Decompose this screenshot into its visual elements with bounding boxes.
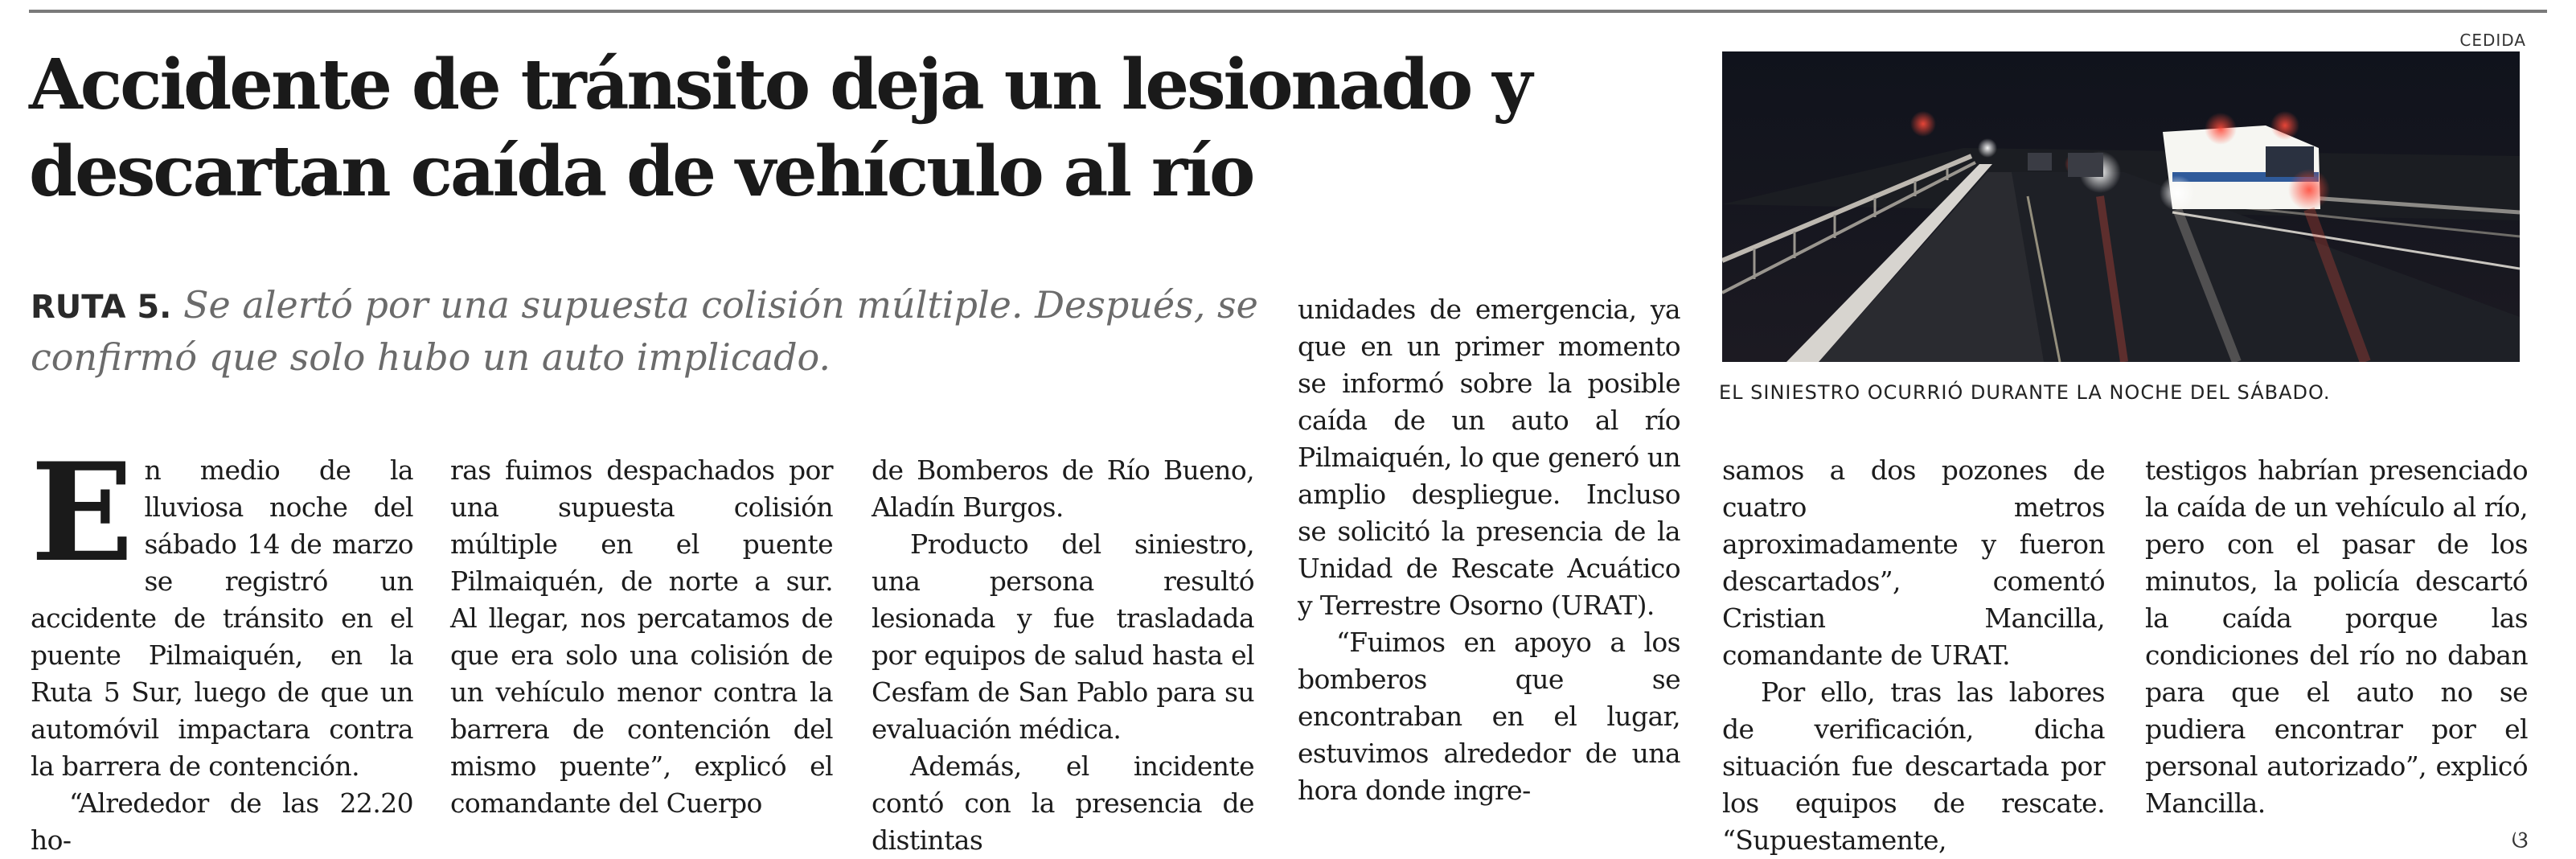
col3-paragraph-2: Producto del siniestro, una persona resultó lesionada y fue trasladada por equipos de salud hasta el Cesfam de San Pablo para su evaluación médica. [872, 528, 1254, 745]
accident-photo [1722, 51, 2520, 362]
body-column-2 [450, 452, 833, 822]
col3-paragraph-3: Además, el incidente contó con la presencia de distintas [872, 750, 1254, 856]
body-column-3 [872, 452, 1254, 859]
col1-paragraph-2: “Alrededor de las 22.20 ho- [31, 787, 413, 856]
col2-paragraph-1: ras fuimos despachados por una supuesta colisión múltiple en el puente Pilmaiquén, de norte a sur. Al llegar, nos percatamos de que era solo una colisión de un vehículo menor contra la barrera de contención del mismo puente”, explicó el comandante del Cuerpo [450, 454, 833, 819]
deck [31, 280, 1285, 382]
col5-paragraph-1: samos a dos pozones de cuatro metros aproximadamente y fueron descartados”, comentó Cristian Mancilla, comandante de URAT. [1722, 454, 2105, 671]
col6-paragraph-1: testigos habrían presenciado la caída de un vehículo al río, pero con el pasar de los minutos, la policía descartó la caída porque las condiciones del río no daban para que el auto no se pudiera encontrar por el personal autorizado”, explicó Mancilla. [2145, 454, 2528, 819]
col5-paragraph-2: Por ello, tras las labores de verificación, dicha situación fue descartada por los equipos de rescate. “Supuestamente, [1722, 676, 2105, 856]
body-column-5 [1722, 452, 2105, 859]
headline: Accidente de tránsito deja un lesionado y descartan caída de vehículo al río [29, 44, 1531, 212]
col3-paragraph-1: de Bomberos de Río Bueno, Aladín Burgos. [872, 454, 1254, 523]
body-column-4 [1298, 291, 1680, 809]
deck-kicker: RUTA 5. [31, 289, 172, 326]
deck-text: Se alertó por una supuesta colisión múltiple. Después, se confirmó que solo hubo un auto implicado. [31, 283, 1258, 379]
col1-paragraph-1: n medio de la lluviosa noche del sábado 14 de marzo se registró un accidente de tránsito en el puente Pilmaiquén, en la Ruta 5 Sur, luego de que un automóvil impactara contra la barrera de contención. [31, 454, 413, 782]
accident-scene-image [1722, 51, 2520, 362]
photo-caption: EL SINIESTRO OCURRIÓ DURANTE LA NOCHE DEL SÁBADO. [1719, 381, 2331, 404]
top-rule [29, 10, 2547, 13]
body-column-1 [31, 433, 413, 859]
col4-paragraph-1: unidades de emergencia, ya que en un primer momento se informó sobre la posible caída de un auto al río Pilmaiquén, lo que generó un amplio despliegue. Incluso se solicitó la presencia de la Unidad de Rescate Acuático y Terrestre Osorno (URAT). [1298, 294, 1680, 621]
end-of-article-icon: ଓ [2511, 826, 2528, 854]
col4-paragraph-2: “Fuimos en apoyo a los bomberos que se encontraban en el lugar, estuvimos alrededor de una hora donde ingre- [1298, 627, 1680, 806]
dropcap: E [31, 433, 133, 592]
body-column-6 [2145, 452, 2528, 859]
photo-credit: CEDIDA [2459, 31, 2526, 50]
